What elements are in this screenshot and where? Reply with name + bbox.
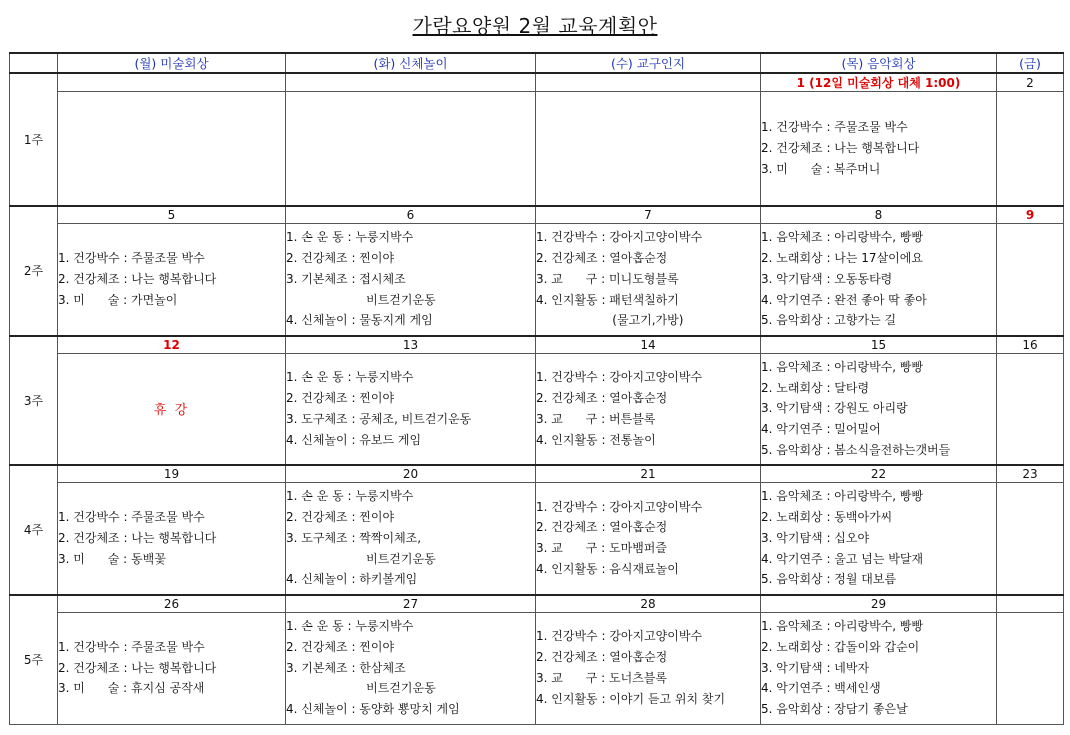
header-thursday: (목) 음악회상: [761, 53, 997, 73]
date-cell: 20: [286, 465, 536, 483]
activity-cell: 1. 음악체조 : 아리랑박수, 빵빵 2. 노래회상 : 동백아가씨 3. 악기탐색 : 십오야 4. 악기연주 : 울고 넘는 박달재 5. 음악회상 : 정월 대보름: [761, 483, 997, 595]
activity-cell: 1. 음악체조 : 아리랑박수, 빵빵 2. 노래회상 : 달타령 3. 악기탐색 : 강원도 아리랑 4. 악기연주 : 밀어밀어 5. 음악회상 : 봄소식을전하는갯버들: [761, 353, 997, 465]
date-cell: 19: [58, 465, 286, 483]
activity-cell: [997, 92, 1064, 206]
date-cell-holiday: 9: [997, 206, 1064, 224]
week-label: 2주: [10, 206, 58, 336]
date-cell-holiday: 12: [58, 336, 286, 354]
week1-date-row: [10, 73, 1064, 92]
week-label: 3주: [10, 336, 58, 466]
date-cell: 16: [997, 336, 1064, 354]
week5-date-row: [10, 595, 1064, 613]
header-week-cell: [10, 53, 58, 73]
activity-cell: 1. 손 운 동 : 누룽지박수 2. 건강체조 : 찐이야 3. 도구체조 : 짝짝이체조, 비트걷기운동 4. 신체놀이 : 하키볼게임: [286, 483, 536, 595]
activity-cell: 1. 손 운 동 : 누룽지박수 2. 건강체조 : 찐이야 3. 기본체조 : 한삼체조 비트걷기운동 4. 신체놀이 : 동양화 뿅망치 게임: [286, 612, 536, 724]
date-cell: 15: [761, 336, 997, 354]
activity-cell: 1. 음악체조 : 아리랑박수, 빵빵 2. 노래회상 : 갑돌이와 갑순이 3. 악기탐색 : 네박자 4. 악기연주 : 백세인생 5. 음악회상 : 장담기 좋은날: [761, 612, 997, 724]
header-monday: (월) 미술회상: [58, 53, 286, 73]
activity-cell: 1. 건강박수 : 강아지고양이박수 2. 건강체조 : 열아홉순정 3. 교 구 : 미니도형블록 4. 인지활동 : 패턴색칠하기 (물고기,가방): [536, 224, 761, 336]
activity-cell: 1. 손 운 동 : 누룽지박수 2. 건강체조 : 찐이야 3. 기본체조 : 접시체조 비트걷기운동 4. 신체놀이 : 물동지게 게임: [286, 224, 536, 336]
date-cell: 7: [536, 206, 761, 224]
activity-cell: [58, 92, 286, 206]
header-wednesday: (수) 교구인지: [536, 53, 761, 73]
activity-cell: [997, 612, 1064, 724]
week4-date-row: [10, 465, 1064, 483]
header-friday: (금): [997, 53, 1064, 73]
activity-cell: 1. 음악체조 : 아리랑박수, 빵빵 2. 노래회상 : 나는 17살이에요 3. 악기탐색 : 오동동타령 4. 악기연주 : 완전 좋아 딱 좋아 5. 음악회상 : 고향가는 길: [761, 224, 997, 336]
date-cell: 14: [536, 336, 761, 354]
activity-cell: [997, 353, 1064, 465]
education-plan-table: [9, 52, 1064, 725]
week5-activity-row: [10, 612, 1064, 724]
activity-cell: [997, 224, 1064, 336]
week2-activity-row: [10, 224, 1064, 336]
page-title: 가람요양원 2월 교육계획안: [412, 14, 658, 38]
date-cell: 26: [58, 595, 286, 613]
date-cell: 13: [286, 336, 536, 354]
date-cell: 21: [536, 465, 761, 483]
date-cell: [997, 595, 1064, 613]
date-cell: 5: [58, 206, 286, 224]
activity-cell: [286, 92, 536, 206]
holiday-cell: [58, 353, 286, 465]
activity-cell: 1. 건강박수 : 주물조물 박수 2. 건강체조 : 나는 행복합니다 3. 미 술 : 휴지심 공작새: [58, 612, 286, 724]
date-cell: 28: [536, 595, 761, 613]
week-label: 4주: [10, 465, 58, 595]
week3-date-row: [10, 336, 1064, 354]
date-cell: 29: [761, 595, 997, 613]
date-cell: [536, 73, 761, 92]
activity-cell: 1. 건강박수 : 강아지고양이박수 2. 건강체조 : 열아홉순정 3. 교 구 : 버튼블록 4. 인지활동 : 전통놀이: [536, 353, 761, 465]
activity-cell: 1. 건강박수 : 주물조물 박수 2. 건강체조 : 나는 행복합니다 3. 미 술 : 복주머니: [761, 92, 997, 206]
date-cell: [286, 73, 536, 92]
date-cell-note: 1 (12일 미술회상 대체 1:00): [761, 73, 997, 92]
header-tuesday: (화) 신체놀이: [286, 53, 536, 73]
date-cell: 27: [286, 595, 536, 613]
week3-activity-row: [10, 353, 1064, 465]
activity-cell: 1. 손 운 동 : 누룽지박수 2. 건강체조 : 찐이야 3. 도구체조 : 공체조, 비트걷기운동 4. 신체놀이 : 유보드 게임: [286, 353, 536, 465]
date-cell: 23: [997, 465, 1064, 483]
week-label: 1주: [10, 73, 58, 206]
date-cell: 6: [286, 206, 536, 224]
activity-cell: [536, 92, 761, 206]
date-cell: [58, 73, 286, 92]
date-cell: 8: [761, 206, 997, 224]
activity-cell: 1. 건강박수 : 주물조물 박수 2. 건강체조 : 나는 행복합니다 3. 미 술 : 가면놀이: [58, 224, 286, 336]
activity-cell: 1. 건강박수 : 강아지고양이박수 2. 건강체조 : 열아홉순정 3. 교 구 : 도마뱀퍼즐 4. 인지활동 : 음식재료놀이: [536, 483, 761, 595]
header-row: [10, 53, 1064, 73]
date-cell: 2: [997, 73, 1064, 92]
week1-activity-row: [10, 92, 1064, 206]
activity-cell: 1. 건강박수 : 주물조물 박수 2. 건강체조 : 나는 행복합니다 3. 미 술 : 동백꽃: [58, 483, 286, 595]
activity-cell: 1. 건강박수 : 강아지고양이박수 2. 건강체조 : 열아홉순정 3. 교 구 : 도너츠블록 4. 인지활동 : 이야기 듣고 위치 찾기: [536, 612, 761, 724]
date-cell: 22: [761, 465, 997, 483]
week4-activity-row: [10, 483, 1064, 595]
holiday-label: 휴 강: [153, 403, 190, 419]
activity-cell: [997, 483, 1064, 595]
week2-date-row: [10, 206, 1064, 224]
week-label: 5주: [10, 595, 58, 725]
